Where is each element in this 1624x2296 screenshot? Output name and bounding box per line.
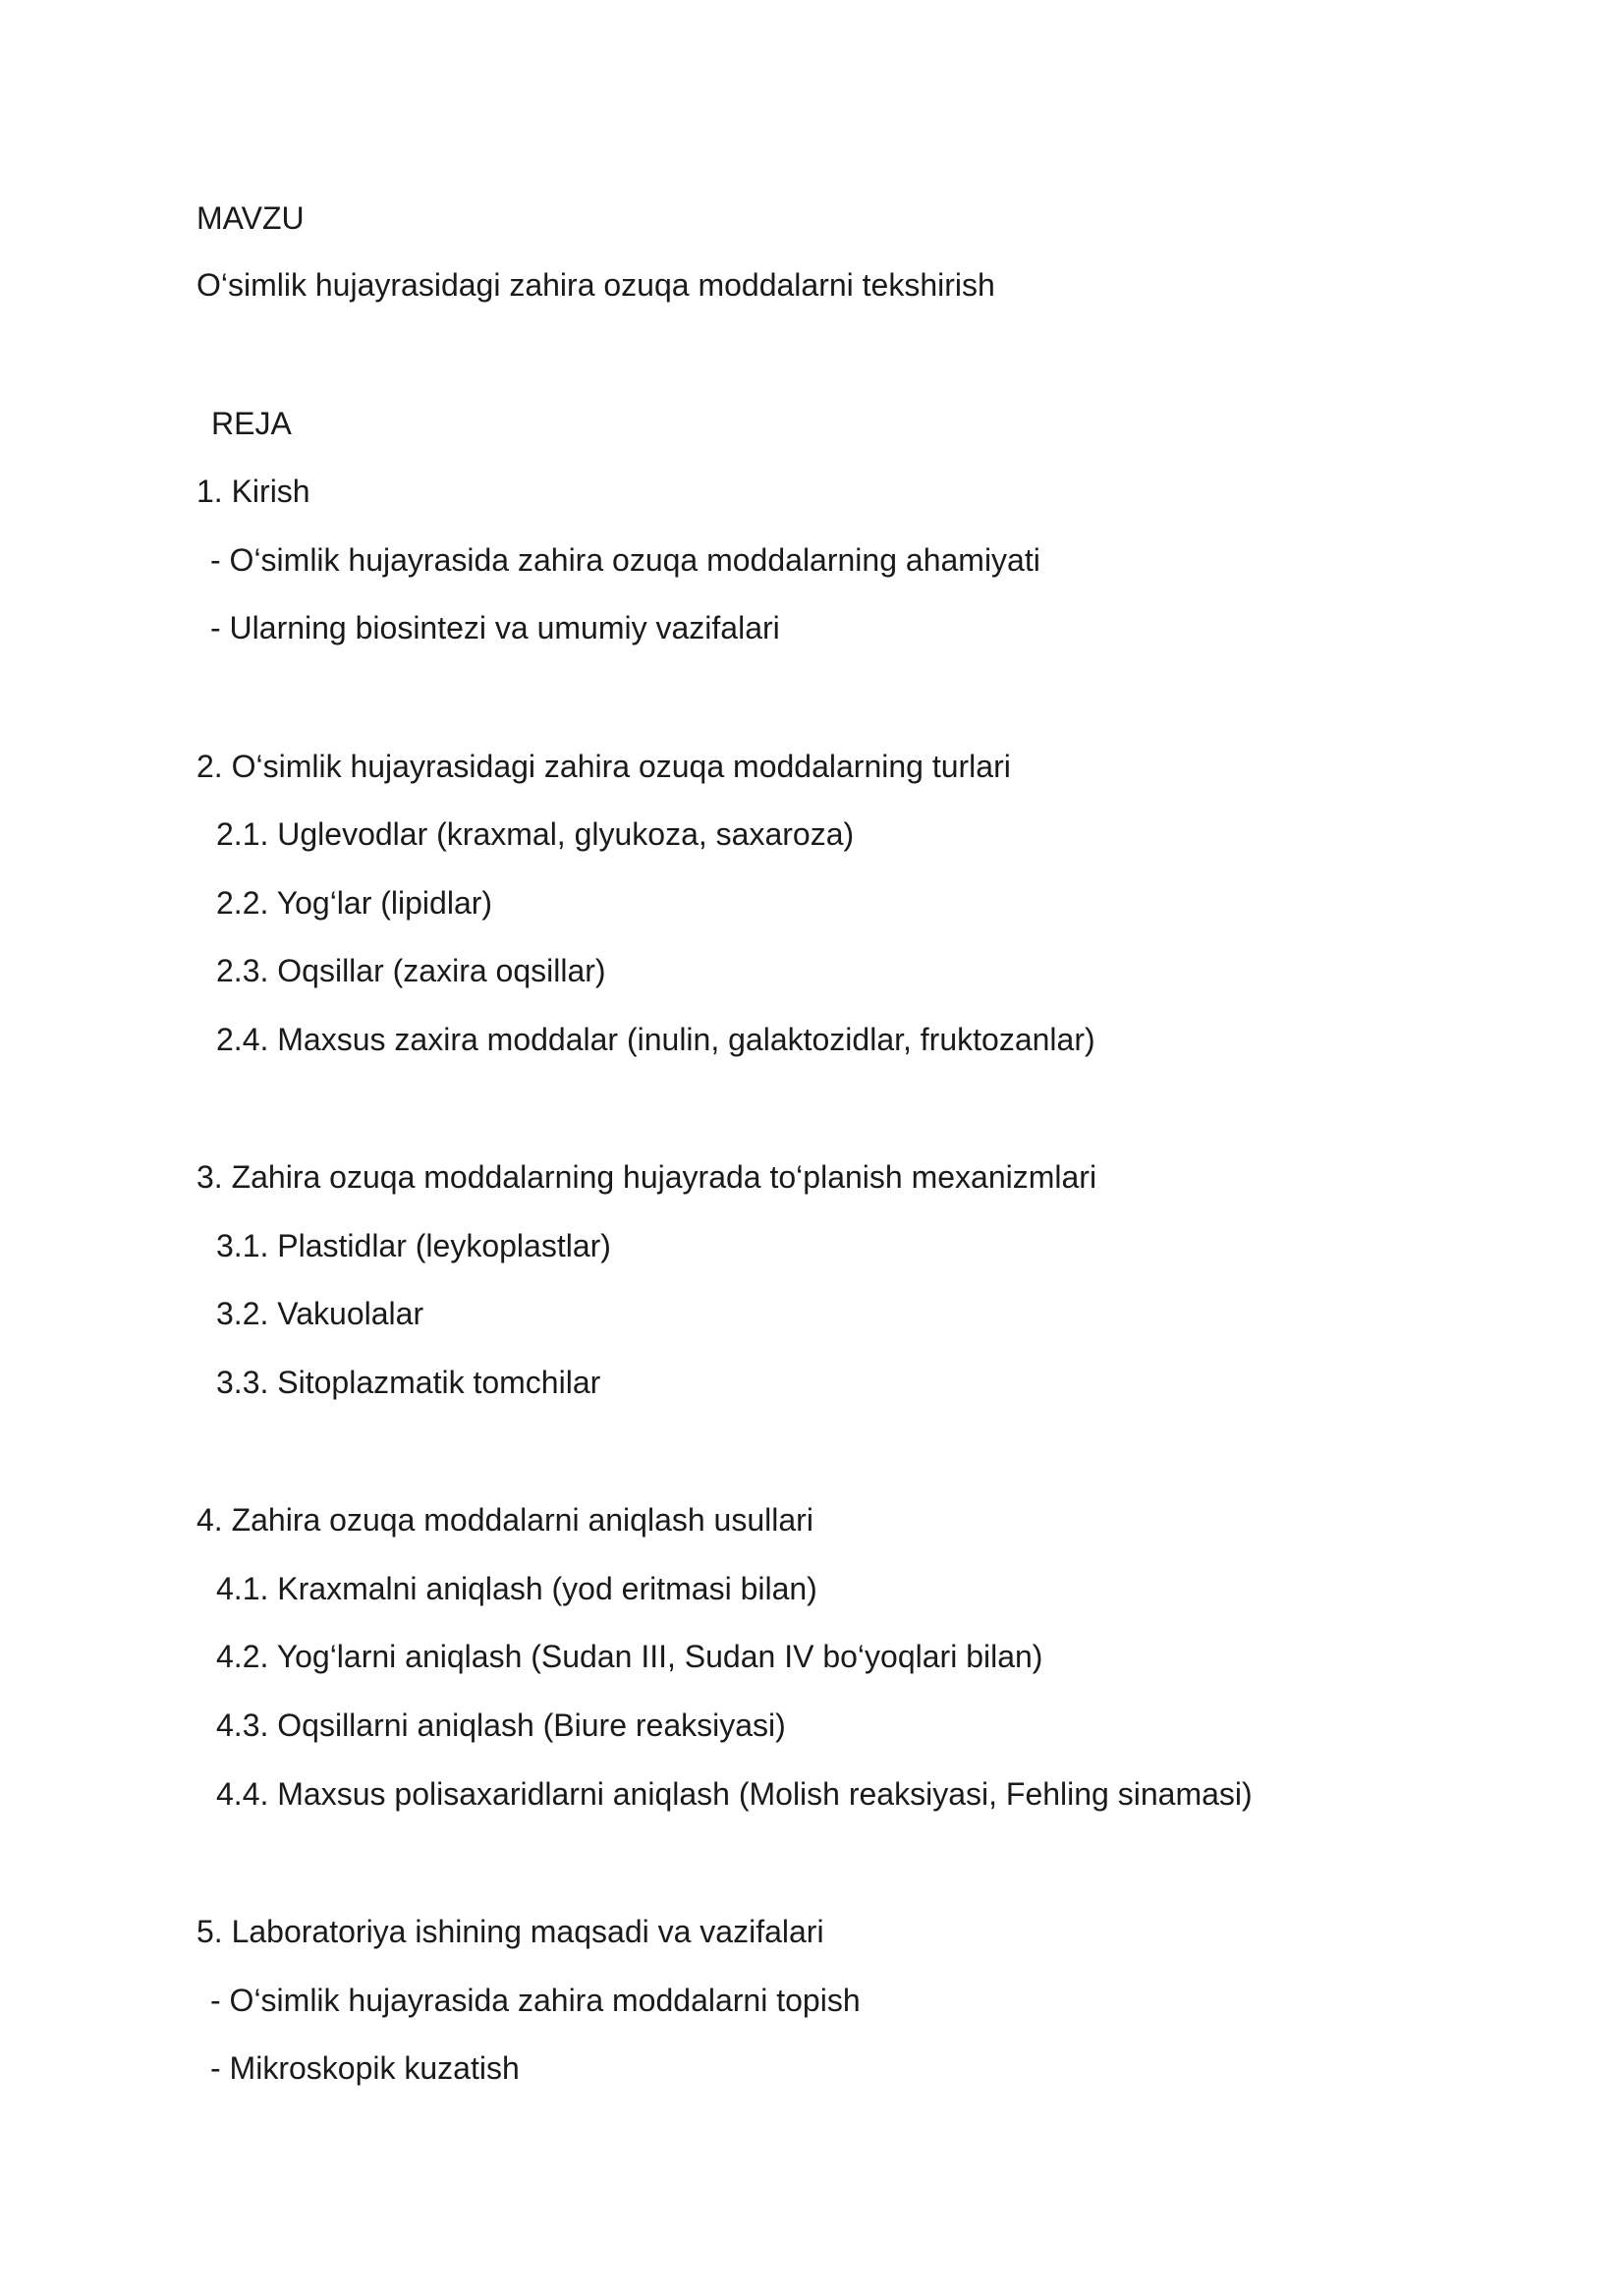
section-3-title: 3. Zahira ozuqa moddalarning hujayrada to‘planish mexanizmlari bbox=[196, 1159, 1097, 1195]
section-4-item: 4.3. Oqsillarni aniqlash (Biure reaksiyasi) bbox=[216, 1708, 786, 1743]
mavzu-label: MAVZU bbox=[196, 200, 305, 236]
section-4-title: 4. Zahira ozuqa moddalarni aniqlash usullari bbox=[196, 1502, 813, 1538]
section-3-item: 3.3. Sitoplazmatik tomchilar bbox=[216, 1365, 601, 1400]
section-2-item: 2.1. Uglevodlar (kraxmal, glyukoza, saxaroza) bbox=[216, 816, 855, 852]
section-1-title: 1. Kirish bbox=[196, 474, 310, 509]
section-5-item: - Mikroskopik kuzatish bbox=[210, 2050, 520, 2086]
section-1-item: - O‘simlik hujayrasida zahira ozuqa moddalarning ahamiyati bbox=[210, 542, 1040, 578]
section-2-item: 2.3. Oqsillar (zaxira oqsillar) bbox=[216, 953, 606, 988]
topic-title: O‘simlik hujayrasidagi zahira ozuqa moddalarni tekshirish bbox=[196, 267, 995, 303]
section-3-item: 3.2. Vakuolalar bbox=[216, 1296, 424, 1331]
section-4-item: 4.1. Kraxmalni aniqlash (yod eritmasi bilan) bbox=[216, 1571, 817, 1606]
section-5-title: 5. Laboratoriya ishining maqsadi va vazifalari bbox=[196, 1914, 824, 1949]
reja-label: REJA bbox=[211, 406, 292, 441]
section-5-item: - O‘simlik hujayrasida zahira moddalarni topish bbox=[210, 1983, 861, 2018]
section-3-item: 3.1. Plastidlar (leykoplastlar) bbox=[216, 1228, 611, 1263]
section-4-item: 4.2. Yog‘larni aniqlash (Sudan III, Sudan IV bo‘yoqlari bilan) bbox=[216, 1639, 1043, 1674]
section-4-item: 4.4. Maxsus polisaxaridlarni aniqlash (Molish reaksiyasi, Fehling sinamasi) bbox=[216, 1776, 1253, 1812]
section-1-item: - Ularning biosintezi va umumiy vazifalari bbox=[210, 610, 780, 645]
section-2-item: 2.4. Maxsus zaxira moddalar (inulin, galaktozidlar, fruktozanlar) bbox=[216, 1022, 1095, 1057]
section-2-title: 2. O‘simlik hujayrasidagi zahira ozuqa moddalarning turlari bbox=[196, 749, 1011, 784]
section-2-item: 2.2. Yog‘lar (lipidlar) bbox=[216, 885, 493, 921]
